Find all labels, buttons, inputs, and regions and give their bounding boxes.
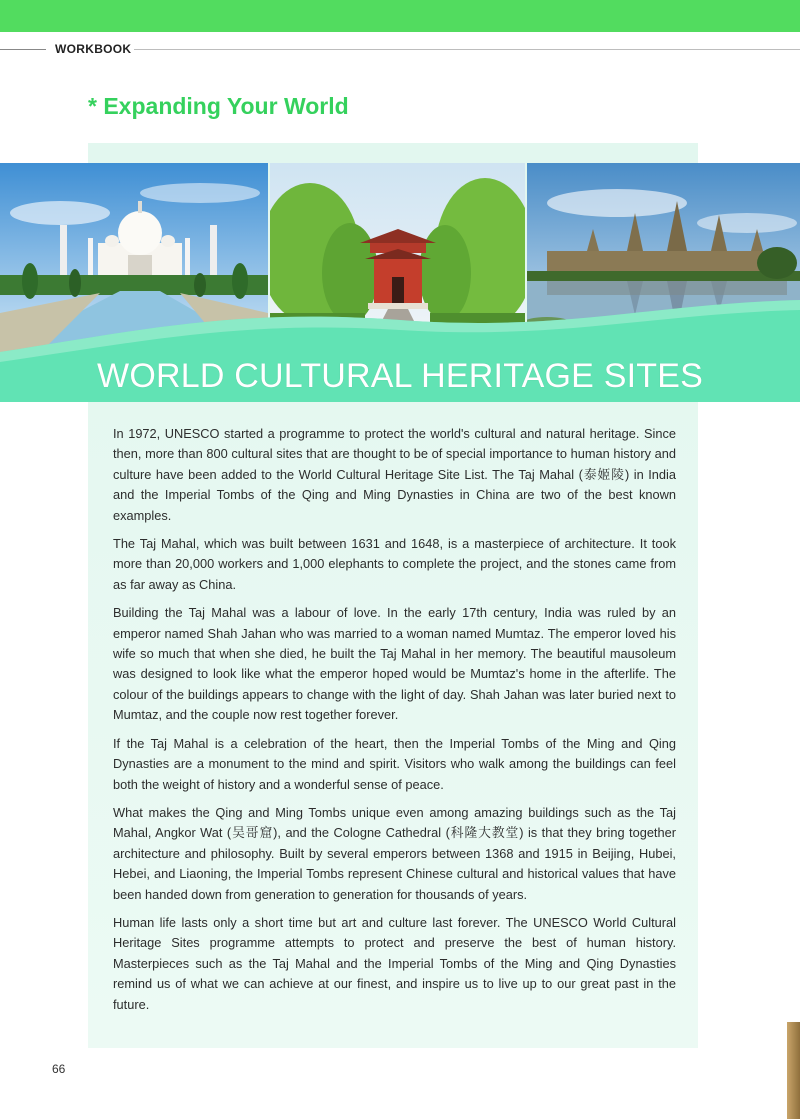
workbook-label: WORKBOOK <box>55 42 132 56</box>
article-paragraph: Human life lasts only a short time but art and culture last forever. The UNESCO World Cultural Heritage Sites programme attempts to protect and preserve the best of human history. Masterpieces such as the Taj Mahal and the Imperial Tombs of the Ming and Qing Dynasties remind us of what we can achieve at our finest, and inspire us to live up to our great past in the future. <box>113 914 676 1012</box>
page-edge-strip <box>787 1022 800 1119</box>
article-paragraph: In 1972, UNESCO started a programme to protect the world's cultural and natural heritage. Since then, more than 800 cultural sites that are thought to be of special importance to human history and culture have been added to the World Cultural Heritage Site List. The Taj Mahal (泰姬陵) in India and the Imperial Tombs of the Qing and Ming Dynasties in China are two of the best known examples. <box>113 426 676 523</box>
article-paragraph: The Taj Mahal, which was built between 1631 and 1648, is a masterpiece of architecture. It took more than 20,000 workers and 1,000 elephants to complete the project, and the stones came from as far away as China. <box>113 536 676 592</box>
article-paragraph: Building the Taj Mahal was a labour of love. In the early 17th century, India was ruled by an emperor named Shah Jahan who was married to a woman named Mumtaz. The emperor loved his wife so much that when she died, he built the Taj Mahal in her memory. The beautiful mausoleum was designed to look like what the emperor hoped would be Mumtaz's home in the afterlife. The colour of the buildings appears to change with the light of day. Shah Jahan was later buried next to Mumtaz, and the couple now rest together forever. <box>113 605 676 723</box>
section-title <box>88 93 349 120</box>
article-paragraph: If the Taj Mahal is a celebration of the heart, then the Imperial Tombs of the Ming and Qing Dynasties are a monument to the mind and spirit. Visitors who walk among the buildings can feel both the weight of history and a wonderful sense of peace. <box>113 735 676 792</box>
section-title-text: * Expanding Your World <box>88 93 349 119</box>
header-rule-left <box>0 49 46 50</box>
header-color-bar <box>0 0 800 32</box>
article-body <box>113 424 676 1023</box>
article-paragraph: What makes the Qing and Ming Tombs unique even among amazing buildings such as the Taj Mahal, Angkor Wat (吴哥窟), and the Cologne Cathedral (科隆大教堂) is that they bring together architecture and philosophy. Built by several emperors between 1368 and 1915 in Beijing, Hubei, Hebei, and Liaoning, the Imperial Tombs represent Chinese cultural and historical values that have been handed down from generation to generation for thousands of years. <box>113 804 676 902</box>
banner-title: WORLD CULTURAL HERITAGE SITES <box>97 357 703 395</box>
page-number: 66 <box>52 1062 66 1076</box>
